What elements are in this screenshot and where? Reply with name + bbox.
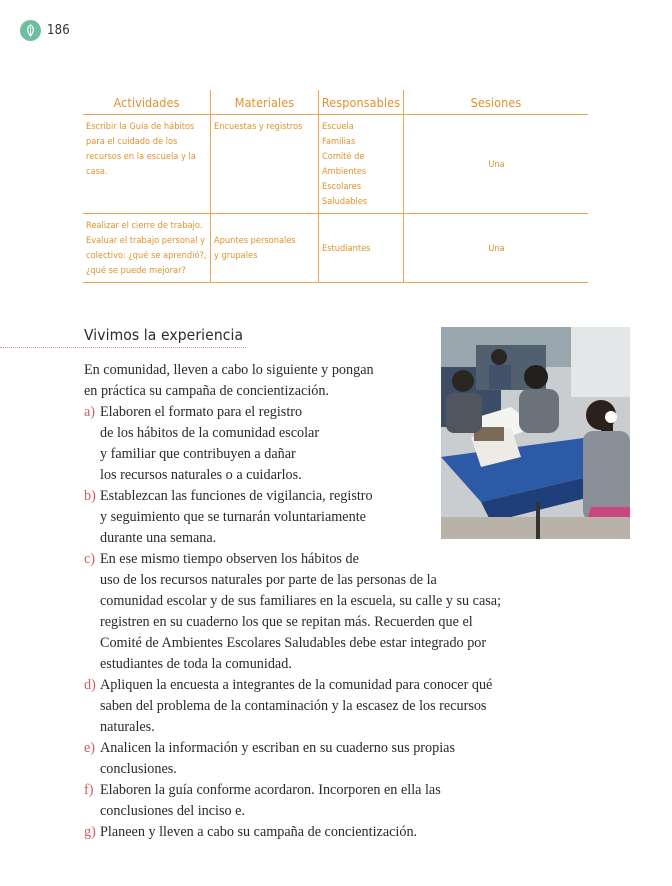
- header-actividades: Actividades: [83, 90, 211, 115]
- item-letter: a): [84, 404, 96, 420]
- page-number: 186: [47, 23, 70, 38]
- cell-line: para el cuidado de los: [86, 136, 178, 147]
- item-letter: b): [84, 488, 96, 504]
- item-text: [100, 822, 417, 843]
- item-letter: c): [84, 551, 96, 567]
- header-sesiones: Sesiones: [404, 90, 589, 115]
- item-letter: e): [84, 740, 96, 756]
- item-text: [100, 549, 501, 675]
- item-text: [100, 486, 373, 549]
- leaf-icon: [20, 20, 41, 41]
- item-line: Establezcan las funciones de vigilancia, registro: [100, 488, 373, 504]
- item-line: comunidad escolar y de sus familiares en la escuela, su calle y su casa;: [100, 593, 502, 609]
- item-letter: g): [84, 824, 96, 840]
- item-text: [100, 738, 455, 780]
- cell-line: Escuela: [322, 121, 354, 132]
- table-row: [83, 214, 588, 283]
- cell-line: colectivo: ¿qué se aprendió?,: [86, 250, 207, 261]
- cell-actividad: [83, 115, 211, 214]
- page-number-badge: [20, 20, 70, 41]
- section-title: Vivimos la experiencia: [84, 326, 244, 344]
- item-line: durante una semana.: [100, 530, 217, 546]
- item-line: En ese mismo tiempo observen los hábitos de: [100, 551, 359, 567]
- item-line: Comité de Ambientes Escolares Saludables debe estar integrado por: [100, 635, 487, 651]
- cell-line: casa.: [86, 166, 108, 177]
- cell-materiales: [211, 115, 319, 214]
- cell-sesiones: Una: [404, 214, 589, 283]
- intro-paragraph: [84, 360, 414, 402]
- intro-line: En comunidad, lleven a cabo lo siguiente y pongan: [84, 362, 374, 378]
- list-item-c: [84, 549, 501, 675]
- list-item-g: [84, 822, 417, 843]
- item-line: de los hábitos de la comunidad escolar: [100, 425, 320, 441]
- item-line: Elaboren el formato para el registro: [100, 404, 303, 420]
- item-line: y familiar que contribuyen a dañar: [100, 446, 296, 462]
- cell-line: Escribir la Guía de hábitos: [86, 121, 195, 132]
- section-divider: [0, 347, 246, 348]
- cell-actividad: [83, 214, 211, 283]
- cell-responsables: [319, 214, 404, 283]
- item-text: [100, 780, 441, 822]
- cell-materiales: [211, 214, 319, 283]
- item-line: conclusiones.: [100, 761, 177, 777]
- table-header-row: [83, 90, 588, 115]
- item-line: uso de los recursos naturales por parte de las personas de la: [100, 572, 437, 588]
- cell-line: Evaluar el trabajo personal y: [86, 235, 206, 246]
- item-text: [100, 675, 492, 738]
- cell-sesiones: Una: [404, 115, 589, 214]
- item-line: y seguimiento que se turnarán voluntariamente: [100, 509, 366, 525]
- item-letter: d): [84, 677, 96, 693]
- list-item-d: [84, 675, 492, 738]
- item-line: Planeen y lleven a cabo su campaña de concientización.: [100, 824, 418, 840]
- cell-line: Encuestas y registros: [214, 121, 303, 132]
- cell-responsables: [319, 115, 404, 214]
- activities-table: [83, 90, 588, 283]
- cell-line: Familias: [322, 136, 356, 147]
- item-line: Apliquen la encuesta a integrantes de la comunidad para conocer qué: [100, 677, 493, 693]
- item-line: naturales.: [100, 719, 155, 735]
- cell-line: Apuntes personales: [214, 235, 296, 246]
- cell-line: ¿qué se puede mejorar?: [86, 265, 186, 276]
- item-text: [100, 402, 319, 486]
- cell-line: Escolares: [322, 181, 362, 192]
- item-line: registren en su cuaderno los que se repitan más. Recuerden que el: [100, 614, 473, 630]
- cell-line: Realizar el cierre de trabajo.: [86, 220, 203, 231]
- cell-line: Estudiantes: [322, 242, 371, 254]
- cell-line: recursos en la escuela y la: [86, 151, 196, 162]
- list-item-b: [84, 486, 373, 549]
- list-item-a: [84, 402, 319, 486]
- cell-line: Saludables: [322, 196, 368, 207]
- item-letter: f): [84, 782, 94, 798]
- header-responsables: Responsables: [319, 90, 404, 115]
- cell-line: y grupales: [214, 250, 258, 261]
- item-line: Elaboren la guía conforme acordaron. Incorporen en ella las: [100, 782, 441, 798]
- header-materiales: Materiales: [211, 90, 319, 115]
- intro-line: en práctica su campaña de concientización.: [84, 383, 329, 399]
- cell-line: Comité de: [322, 151, 365, 162]
- item-line: estudiantes de toda la comunidad.: [100, 656, 292, 672]
- item-line: los recursos naturales o a cuidarlos.: [100, 467, 302, 483]
- item-line: conclusiones del inciso e.: [100, 803, 245, 819]
- list-item-f: [84, 780, 441, 822]
- cell-line: Ambientes: [322, 166, 367, 177]
- classroom-photo: [441, 327, 630, 539]
- item-line: Analicen la información y escriban en su cuaderno sus propias: [100, 740, 455, 756]
- item-line: saben del problema de la contaminación y la escasez de los recursos: [100, 698, 487, 714]
- list-item-e: [84, 738, 455, 780]
- table-row: [83, 115, 588, 214]
